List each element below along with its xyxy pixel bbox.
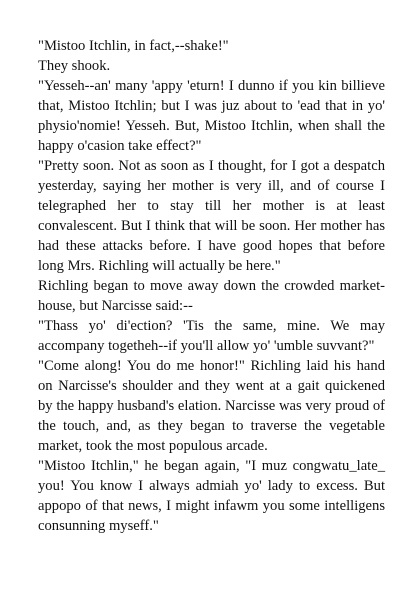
paragraph-8: "Mistoo Itchlin," he began again, "I muz congwatu_late_ you! You know I always admiah yo' lady to excess. But appopo of that news, I might infawm you some intelligens consunning myseff." (38, 458, 385, 534)
paragraph-2: They shook. (38, 58, 111, 74)
paragraph-6: "Thass yo' di'ection? 'Tis the same, mine. We may accompany togetheh--if you'll allow yo' 'umble suvvant?" (38, 318, 385, 354)
paragraph-1: "Mistoo Itchlin, in fact,--shake!" (38, 38, 229, 54)
document-page (38, 36, 385, 536)
paragraph-7: "Come along! You do me honor!" Richling laid his hand on Narcisse's shoulder and they went at a gait quickened by the happy husband's elation. Narcisse was very proud of the touch, and, as they began to traverse the vegetable market, took the most populous arcade. (38, 358, 385, 454)
paragraph-5: Richling began to move away down the crowded market-house, but Narcisse said:-- (38, 278, 385, 314)
paragraph-4: "Pretty soon. Not as soon as I thought, for I got a despatch yesterday, saying her mother is very ill, and of course I telegraphed her to stay till her mother is at least convalescent. But I think that will be soon. Her mother has had these attacks before. I have good hopes that before long Mrs. Richling will actually be here." (38, 158, 385, 274)
paragraph-3: "Yesseh--an' many 'appy 'eturn! I dunno if you kin billieve that, Mistoo Itchlin; but I was juz about to 'ead that in yo' physio'nomie! Yesseh. But, Mistoo Itchlin, when shall the happy o'casion take effect?" (38, 78, 385, 154)
